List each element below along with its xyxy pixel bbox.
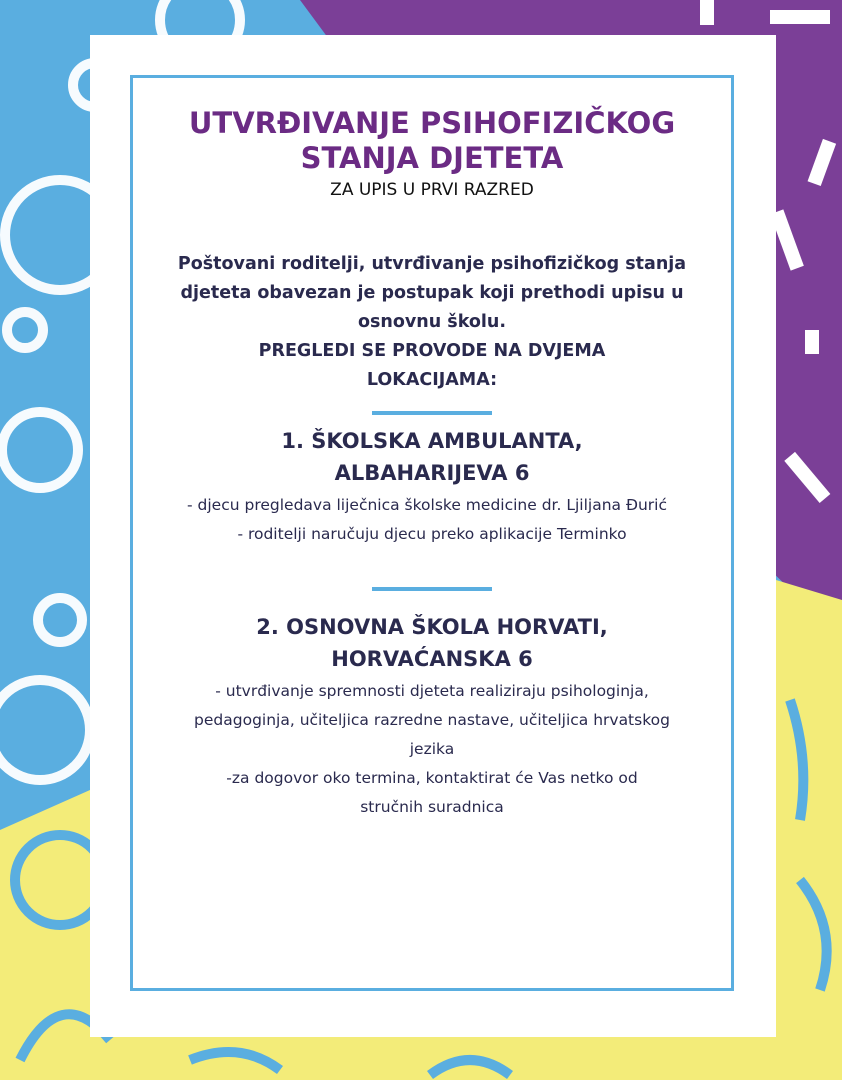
location-1-title-line-1: 1. ŠKOLSKA AMBULANTA, bbox=[281, 429, 583, 453]
intro-line-4: PREGLEDI SE PROVODE NA DVJEMA bbox=[258, 341, 606, 361]
location-1-title bbox=[133, 425, 731, 489]
notice-content bbox=[133, 78, 731, 822]
separator-1 bbox=[372, 411, 492, 415]
intro-line-1: Poštovani roditelji, utvrđivanje psihofizičkog stanja bbox=[177, 254, 687, 274]
location-2-detail-5: stručnih suradnica bbox=[360, 798, 504, 816]
intro-line-2: djeteta obavezan je postupak koji prethodi upisu u bbox=[180, 283, 684, 303]
location-2-detail-1: - utvrđivanje spremnosti djeteta realiziraju psihologinja, bbox=[215, 682, 649, 700]
location-2-title-line-1: 2. OSNOVNA ŠKOLA HORVATI, bbox=[256, 615, 608, 639]
page-title bbox=[133, 106, 731, 176]
separator-2 bbox=[372, 587, 492, 591]
intro-text bbox=[142, 250, 722, 395]
intro-line-5: LOKACIJAMA: bbox=[366, 370, 498, 390]
location-1-detail-2: - roditelji naručuju djecu preko aplikacije Terminko bbox=[237, 525, 627, 543]
title-line-1: UTVRĐIVANJE PSIHOFIZIČKOG bbox=[188, 106, 676, 140]
title-line-2: STANJA DJETETA bbox=[300, 141, 564, 175]
location-2-detail-3: jezika bbox=[409, 740, 455, 758]
location-2-detail-2: pedagoginja, učiteljica razredne nastave, učiteljica hrvatskog bbox=[194, 711, 670, 729]
subtitle: ZA UPIS U PRVI RAZRED bbox=[330, 180, 534, 200]
location-2-title-line-2: HORVAĆANSKA 6 bbox=[331, 647, 533, 671]
location-1-detail-1: - djecu pregledava liječnica školske medicine dr. Ljiljana Đurić bbox=[187, 496, 667, 514]
location-2-detail-4: -za dogovor oko termina, kontaktirat će Vas netko od bbox=[226, 769, 638, 787]
intro-line-3: osnovnu školu. bbox=[357, 312, 507, 332]
location-2-title bbox=[133, 611, 731, 675]
location-1-title-line-2: ALBAHARIJEVA 6 bbox=[334, 461, 530, 485]
